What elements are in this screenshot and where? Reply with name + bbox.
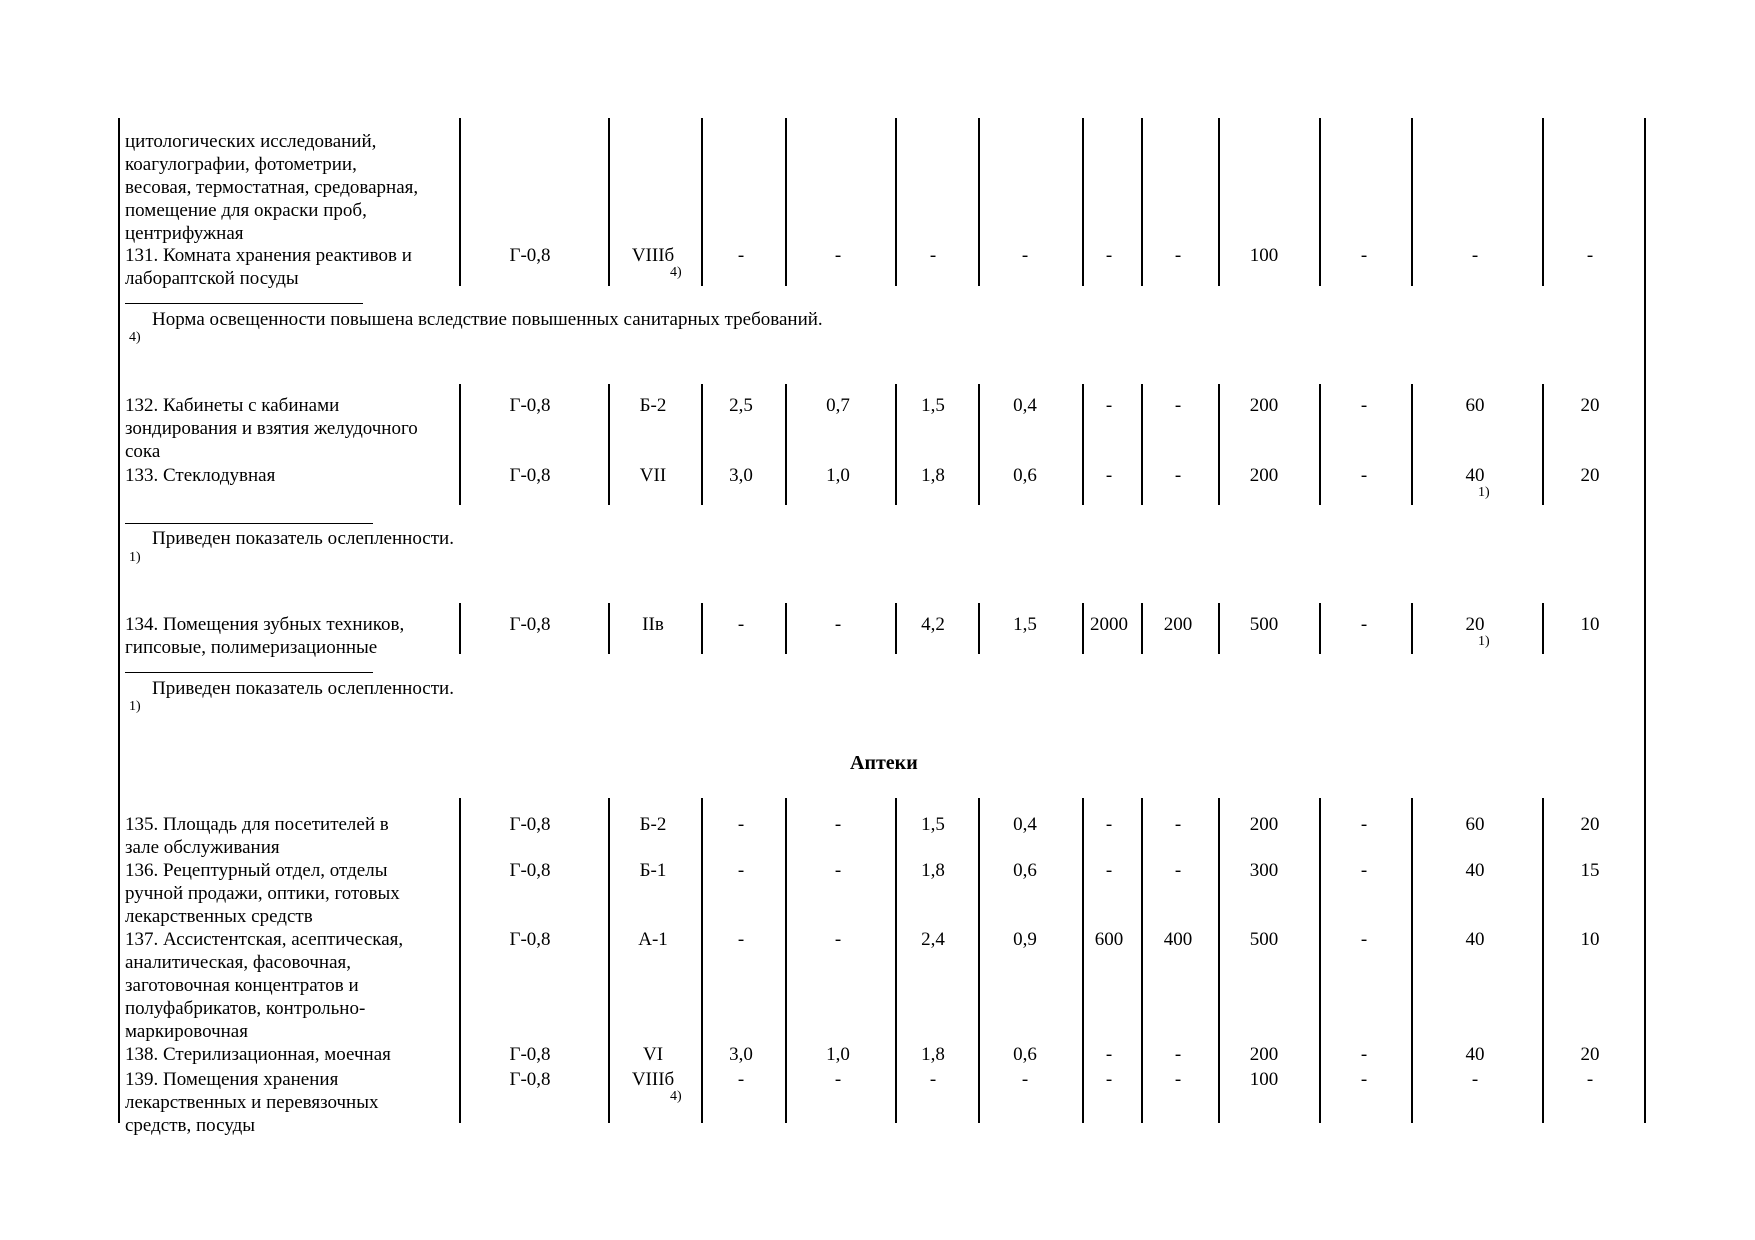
column-divider	[459, 384, 461, 505]
table-cell: -	[834, 614, 842, 635]
table-cell: 40	[1465, 860, 1485, 881]
footnote-mark: 1)	[129, 550, 141, 565]
table-cell: 20	[1580, 814, 1600, 835]
table-cell: 3,0	[729, 1044, 753, 1065]
table-cell: 40	[1465, 929, 1485, 950]
row-description-line: заготовочная концентратов и	[125, 975, 359, 996]
table-cell: 40	[1465, 465, 1485, 486]
table-cell: А-1	[638, 929, 668, 950]
row-description-line: весовая, термостатная, средоварная,	[125, 177, 419, 198]
table-cell: 400	[1163, 929, 1193, 950]
table-cell: 200	[1249, 814, 1279, 835]
table-cell: -	[1105, 1044, 1113, 1065]
row-description-line: средств, посуды	[125, 1115, 256, 1136]
row-description-line: ручной продажи, оптики, готовых	[125, 883, 400, 904]
footnote-text: Норма освещенности повышена вследствие повышенных санитарных требований.	[152, 309, 823, 330]
row-description-line: маркировочная	[125, 1021, 248, 1042]
table-cell: -	[1471, 1069, 1479, 1090]
row-description-line: полуфабрикатов, контрольно-	[125, 998, 366, 1019]
table-cell: 0,4	[1013, 395, 1037, 416]
table-cell: Г-0,8	[509, 245, 551, 266]
table-cell: -	[1105, 245, 1113, 266]
table-cell: 20	[1465, 614, 1485, 635]
footnote-separator	[125, 303, 363, 304]
table-cell: 200	[1249, 1044, 1279, 1065]
footnote-mark: 1)	[1478, 485, 1490, 500]
table-cell: 60	[1465, 395, 1485, 416]
footnote-separator	[125, 523, 373, 524]
section-heading: Аптеки	[850, 752, 918, 774]
footnote-mark: 1)	[1478, 634, 1490, 649]
table-cell: Г-0,8	[509, 860, 551, 881]
table-cell: 0,6	[1013, 1044, 1037, 1065]
table-cell: Г-0,8	[509, 1044, 551, 1065]
footnote-text: Приведен показатель ослепленности.	[152, 528, 454, 549]
table-cell: 40	[1465, 1044, 1485, 1065]
table-cell: -	[1174, 395, 1182, 416]
table-cell: 500	[1249, 929, 1279, 950]
table-cell: 1,0	[826, 1044, 850, 1065]
table-cell: 2000	[1090, 614, 1128, 635]
table-cell: -	[1174, 860, 1182, 881]
row-description-line: 131. Комната хранения реактивов и	[125, 245, 412, 266]
table-cell: 600	[1094, 929, 1124, 950]
table-cell: -	[1174, 465, 1182, 486]
table-cell: 15	[1580, 860, 1600, 881]
table-cell: 1,5	[921, 814, 945, 835]
row-description-line: 133. Стеклодувная	[125, 465, 276, 486]
table-cell: 200	[1249, 465, 1279, 486]
footnote-mark: 1)	[129, 699, 141, 714]
row-description-line: 132. Кабинеты с кабинами	[125, 395, 340, 416]
table-cell: 10	[1580, 614, 1600, 635]
table-cell: 200	[1163, 614, 1193, 635]
table-cell: VIIIб	[631, 245, 675, 266]
table-cell: -	[1360, 1044, 1368, 1065]
table-cell: -	[737, 245, 745, 266]
table-cell: Г-0,8	[509, 465, 551, 486]
row-description-line: 134. Помещения зубных техников,	[125, 614, 405, 635]
table-cell: VIIIб	[631, 1069, 675, 1090]
table-cell: 10	[1580, 929, 1600, 950]
table-cell: 0,6	[1013, 860, 1037, 881]
table-cell: 300	[1249, 860, 1279, 881]
table-cell: 0,4	[1013, 814, 1037, 835]
row-description-line: коагулографии, фотометрии,	[125, 154, 357, 175]
table-cell: Б-2	[639, 814, 667, 835]
table-cell: -	[929, 245, 937, 266]
row-description-line: 139. Помещения хранения	[125, 1069, 339, 1090]
table-cell: Б-2	[639, 395, 667, 416]
footnote-separator	[125, 672, 373, 673]
table-cell: -	[1360, 465, 1368, 486]
table-cell: 1,5	[921, 395, 945, 416]
table-cell: -	[1174, 1044, 1182, 1065]
table-cell: -	[1174, 245, 1182, 266]
table-cell: -	[1360, 395, 1368, 416]
table-cell: 20	[1580, 395, 1600, 416]
row-description-line: сока	[125, 441, 161, 462]
table-cell: -	[1586, 1069, 1594, 1090]
row-description-line: зале обслуживания	[125, 837, 280, 858]
table-cell: -	[1360, 614, 1368, 635]
row-description-line: гипсовые, полимеризационные	[125, 637, 378, 658]
table-cell: -	[1360, 1069, 1368, 1090]
row-description-line: 138. Стерилизационная, моечная	[125, 1044, 391, 1065]
table-cell: 2,5	[729, 395, 753, 416]
table-cell: VI	[642, 1044, 664, 1065]
row-description-line: лабораптской посуды	[125, 268, 299, 289]
table-cell: 0,9	[1013, 929, 1037, 950]
table-cell: Г-0,8	[509, 1069, 551, 1090]
table-cell: -	[1471, 245, 1479, 266]
table-cell: -	[929, 1069, 937, 1090]
row-description-line: 135. Площадь для посетителей в	[125, 814, 389, 835]
table-cell: 3,0	[729, 465, 753, 486]
table-cell: -	[1174, 1069, 1182, 1090]
table-cell: 1,8	[921, 860, 945, 881]
row-description-line: зондирования и взятия желудочного	[125, 418, 418, 439]
table-cell: -	[1360, 929, 1368, 950]
table-cell: 4,2	[921, 614, 945, 635]
table-cell: Г-0,8	[509, 814, 551, 835]
table-cell: -	[737, 1069, 745, 1090]
table-cell: 500	[1249, 614, 1279, 635]
row-description-line: лекарственных и перевязочных	[125, 1092, 379, 1113]
table-cell: 20	[1580, 1044, 1600, 1065]
table-cell: 100	[1249, 245, 1279, 266]
table-cell: -	[1105, 860, 1113, 881]
table-cell: Б-1	[639, 860, 667, 881]
table-cell: -	[1360, 814, 1368, 835]
row-description-line: аналитическая, фасовочная,	[125, 952, 352, 973]
table-cell: 1,8	[921, 1044, 945, 1065]
table-cell: -	[737, 929, 745, 950]
table-cell: -	[834, 245, 842, 266]
table-cell: -	[737, 814, 745, 835]
table-cell: 1,0	[826, 465, 850, 486]
table-cell: 0,6	[1013, 465, 1037, 486]
table-cell: 1,5	[1013, 614, 1037, 635]
table-cell: -	[834, 860, 842, 881]
table-cell: -	[834, 814, 842, 835]
footnote-mark: 4)	[129, 330, 141, 345]
row-description-line: центрифужная	[125, 223, 244, 244]
table-cell: -	[1174, 814, 1182, 835]
table-left-border	[118, 118, 120, 1123]
footnote-mark: 4)	[670, 1089, 682, 1104]
row-description-line: 137. Ассистентская, асептическая,	[125, 929, 404, 950]
table-cell: 0,7	[826, 395, 850, 416]
row-description-line: цитологических исследований,	[125, 131, 377, 152]
table-cell: -	[1105, 814, 1113, 835]
table-cell: -	[1105, 465, 1113, 486]
table-cell: -	[1105, 1069, 1113, 1090]
row-description-line: 136. Рецептурный отдел, отделы	[125, 860, 388, 881]
table-cell: -	[834, 1069, 842, 1090]
table-cell: 1,8	[921, 465, 945, 486]
table-cell: -	[1360, 860, 1368, 881]
table-cell: 60	[1465, 814, 1485, 835]
table-cell: -	[1021, 1069, 1029, 1090]
footnote-mark: 4)	[670, 265, 682, 280]
table-cell: -	[1021, 245, 1029, 266]
table-cell: VII	[639, 465, 667, 486]
table-cell: 20	[1580, 465, 1600, 486]
column-divider	[459, 603, 461, 654]
column-divider	[459, 798, 461, 1123]
table-cell: -	[1105, 395, 1113, 416]
table-cell: 200	[1249, 395, 1279, 416]
table-cell: Г-0,8	[509, 395, 551, 416]
column-divider	[459, 118, 461, 286]
table-cell: -	[737, 614, 745, 635]
table-cell: IIв	[642, 614, 664, 635]
table-cell: 2,4	[921, 929, 945, 950]
table-cell: 100	[1249, 1069, 1279, 1090]
table-cell: -	[834, 929, 842, 950]
table-cell: -	[737, 860, 745, 881]
table-cell: -	[1586, 245, 1594, 266]
row-description-line: помещение для окраски проб,	[125, 200, 367, 221]
footnote-text: Приведен показатель ослепленности.	[152, 678, 454, 699]
row-description-line: лекарственных средств	[125, 906, 313, 927]
table-cell: Г-0,8	[509, 929, 551, 950]
table-cell: Г-0,8	[509, 614, 551, 635]
table-cell: -	[1360, 245, 1368, 266]
